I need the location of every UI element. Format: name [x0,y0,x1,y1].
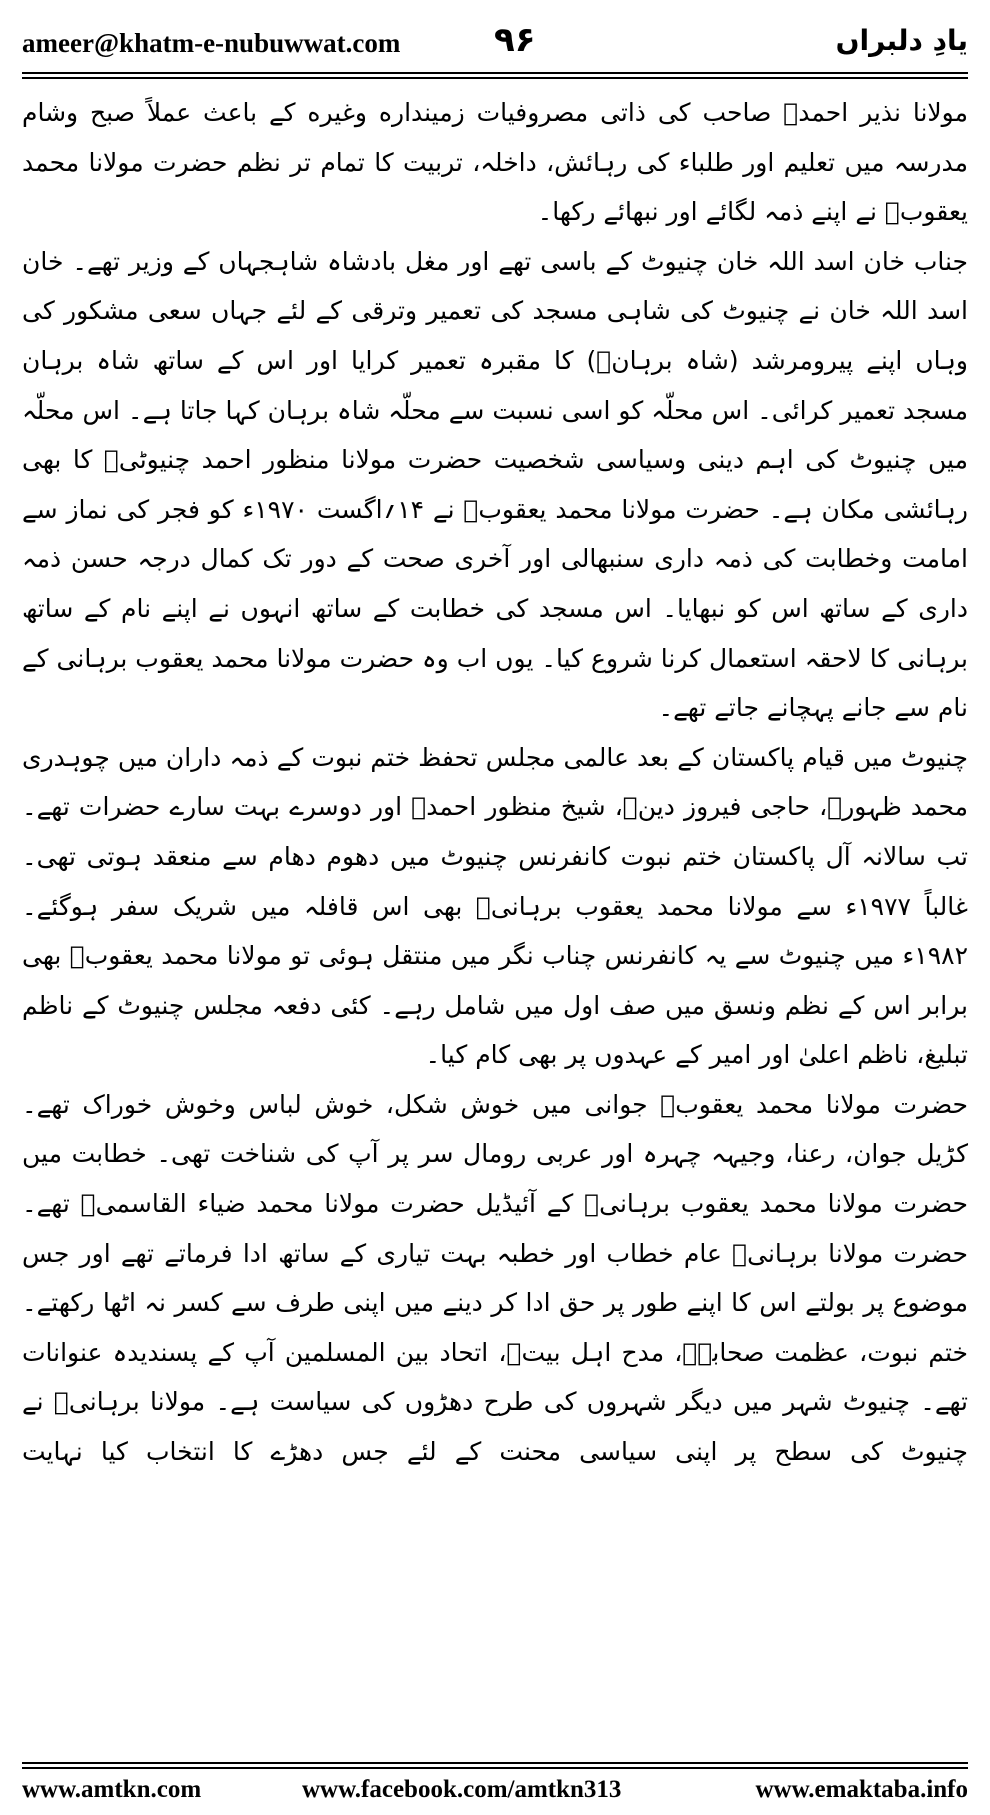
footer-rule-upper [22,1762,968,1764]
footer-rule-lower [22,1767,968,1769]
paragraph-4: حضرت مولانا محمد یعقوبؒ جوانی میں خوش شکل، خوش لباس وخوش خوراک تھے۔ کڑیل جوان، رعنا، وجیہہ چہرہ اور عربی رومال سر پر آپ کی شناخت تھی۔ خطابت میں حضرت مولانا محمد یعقوب برہانیؒ کے آئیڈیل حضرت مولانا محمد ضیاء القاسمیؒ تھے۔ حضرت مولانا برہانیؒ عام خطاب اور خطبہ بہت تیاری کے ساتھ ادا فرماتے تھے اور جس موضوع پر بولتے اس کا اپنے طور پر حق ادا کر دینے میں اپنی طرف سے کسر نہ اٹھا رکھتے۔ ختم نبوت، عظمت صحابہؓ، مدح اہل بیتؓ، اتحاد بین المسلمین آپ کے پسندیدہ عنوانات تھے۔ چنیوٹ شہر میں دیگر شہروں کی طرح دھڑوں کی سیاست ہے۔ مولانا برہانیؒ نے چنیوٹ کی سطح پر اپنی سیاسی محنت کے لئے جس دھڑے کا انتخاب کیا نہایت [22,1089,968,1467]
body-text [22,88,968,1477]
header-rule-lower [22,77,968,79]
footer-facebook-link[interactable]: www.facebook.com/amtkn313 [302,1776,622,1803]
page-footer [22,1776,968,1808]
paragraph-3: چنیوٹ میں قیام پاکستان کے بعد عالمی مجلس تحفظ ختم نبوت کے ذمہ داران میں چوہدری محمد ظہورؒ، حاجی فیروز دینؒ، شیخ منظور احمدؒ اور دوسرے بہت سارے حضرات تھے۔ تب سالانہ آل پاکستان ختم نبوت کانفرنس چنیوٹ میں دھوم دھام سے منعقد ہوتی تھی۔ غالباً ۱۹۷۷ء سے مولانا محمد یعقوب برہانیؒ بھی اس قافلہ میں شریک سفر ہوگئے۔ ۱۹۸۲ء میں چنیوٹ سے یہ کانفرنس چناب نگر میں منتقل ہوئی تو مولانا محمد یعقوبؒ بھی برابر اس کے نظم ونسق میں صف اول میں شامل رہے۔ کئی دفعہ مجلس چنیوٹ کے ناظم تبلیغ، ناظم اعلیٰ اور امیر کے عہدوں پر بھی کام کیا۔ [22,742,968,1070]
header-rule-upper [22,72,968,74]
footer-emaktaba-link[interactable]: www.emaktaba.info [755,1776,968,1803]
header-email: ameer@khatm-e-nubuwwat.com [22,28,401,58]
page-number: ۹۶ [494,20,536,60]
paragraph-1: مولانا نذیر احمدؒ صاحب کی ذاتی مصروفیات زمینداره وغیره کے باعث عملاً صبح وشام مدرسہ میں تعلیم اور طلباء کی رہائش، داخلہ، تربیت کا تمام تر نظم حضرت مولانا محمد یعقوبؒ نے اپنے ذمہ لگائے اور نبھائے رکھا۔ [22,98,968,227]
footer-website-link[interactable]: www.amtkn.com [22,1776,202,1803]
book-title: یادِ دلبراں [835,24,968,57]
page-header [22,18,968,64]
paragraph-2: جناب خان اسد اللہ خان چنیوٹ کے باسی تھے اور مغل بادشاہ شاہجہاں کے وزیر تھے۔ خان اسد اللہ خان نے چنیوٹ کی شاہی مسجد کی تعمیر وترقی کے لئے جہاں سعی مشکور کی وہاں اپنے پیرومرشد (شاہ برہانؒ) کا مقبرہ تعمیر کرایا اور اس کے ساتھ شاہ برہان مسجد تعمیر کرائی۔ اس محلّہ کو اسی نسبت سے محلّہ شاہ برہان کہا جاتا ہے۔ اس محلّہ میں چنیوٹ کی اہم دینی وسیاسی شخصیت حضرت مولانا منظور احمد چنیوٹیؒ کا بھی رہائشی مکان ہے۔ حضرت مولانا محمد یعقوبؒ نے ۱۴؍اگست ۱۹۷۰ء کو فجر کی نماز سے امامت وخطابت کی ذمہ داری سنبھالی اور آخری صحت کے دور تک کمال درجہ حسن ذمہ داری کے ساتھ اس کو نبھایا۔ اس مسجد کی خطابت کے ساتھ انہوں نے اپنے نام کے ساتھ برہانی کا لاحقہ استعمال کرنا شروع کیا۔ یوں اب وہ حضرت مولانا محمد یعقوب برہانی کے نام سے جانے پہچانے جاتے تھے۔ [22,246,968,723]
